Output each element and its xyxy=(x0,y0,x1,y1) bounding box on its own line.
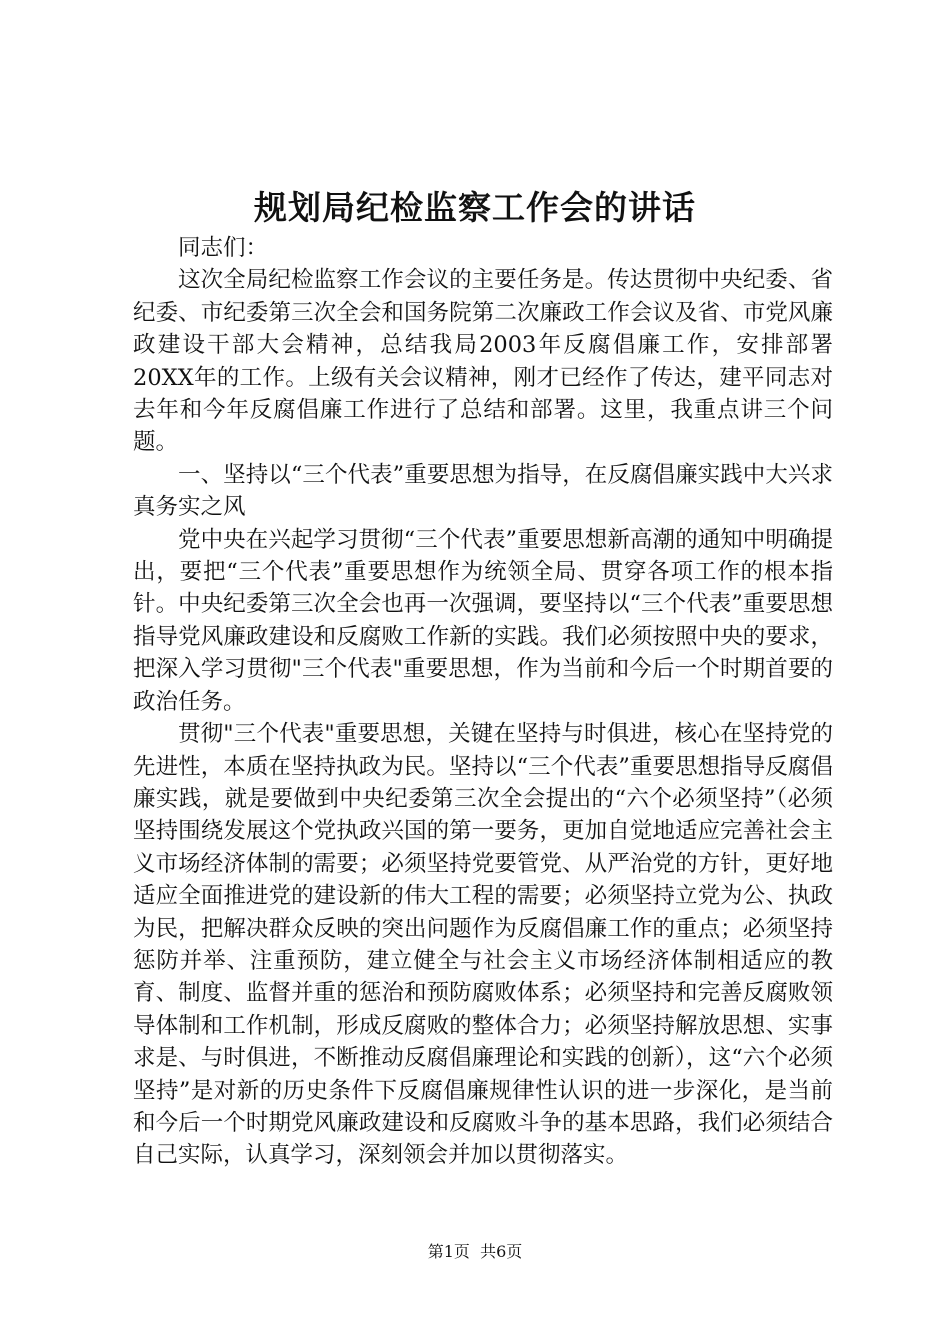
document-body xyxy=(133,232,833,1172)
body-paragraph: 贯彻"三个代表"重要思想，关键在坚持与时俱进，核心在坚持党的先进性，本质在坚持执政为民。坚持以“三个代表”重要思想指导反腐倡廉实践，就是要做到中央纪委第三次全会提出的“六个必须坚持”（必须坚持围绕发展这个党执政兴国的第一要务，更加自觉地适应完善社会主义市场经济体制的需要；必须坚持党要管党、从严治党的方针，更好地适应全面推进党的建设新的伟大工程的需要；必须坚持立党为公、执政为民，把解决群众反映的突出问题作为反腐倡廉工作的重点；必须坚持惩防并举、注重预防，建立健全与社会主义市场经济体制相适应的教育、制度、监督并重的惩治和预防腐败体系；必须坚持和完善反腐败领导体制和工作机制，形成反腐败的整体合力；必须坚持解放思想、实事求是、与时俱进，不断推动反腐倡廉理论和实践的创新），这“六个必须坚持”是对新的历史条件下反腐倡廉规律性认识的进一步深化，是当前和今后一个时期党风廉政建设和反腐败斗争的基本思路，我们必须结合自己实际，认真学习，深刻领会并加以贯彻落实。 xyxy=(133,721,833,1169)
intro-paragraph: 这次全局纪检监察工作会议的主要任务是。传达贯彻中央纪委、省纪委、市纪委第三次全会和国务院第二次廉政工作会议及省、市党风廉政建设干部大会精神，总结我局2003年反腐倡廉工作，安排部署20XX年的工作。上级有关会议精神，刚才已经作了传达，建平同志对去年和今年反腐倡廉工作进行了总结和部署。这里，我重点讲三个问题。 xyxy=(133,267,833,456)
document-title: 规划局纪检监察工作会的讲话 xyxy=(254,188,696,227)
salutation-paragraph: 同志们： xyxy=(178,235,269,261)
section-heading-paragraph: 一、坚持以“三个代表”重要思想为指导，在反腐倡廉实践中大兴求真务实之风 xyxy=(133,461,833,521)
body-paragraph: 党中央在兴起学习贯彻“三个代表”重要思想新高潮的通知中明确提出，要把“三个代表”重要思想作为统领全局、贯穿各项工作的根本指针。中央纪委第三次全会也再一次强调，要坚持以“三个代表”重要思想指导党风廉政建设和反腐败工作新的实践。我们必须按照中央的要求，把深入学习贯彻"三个代表"重要思想，作为当前和今后一个时期首要的政治任务。 xyxy=(133,526,833,715)
page-number: 第1页 共6页 xyxy=(427,1242,523,1261)
page-footer xyxy=(0,1240,950,1264)
